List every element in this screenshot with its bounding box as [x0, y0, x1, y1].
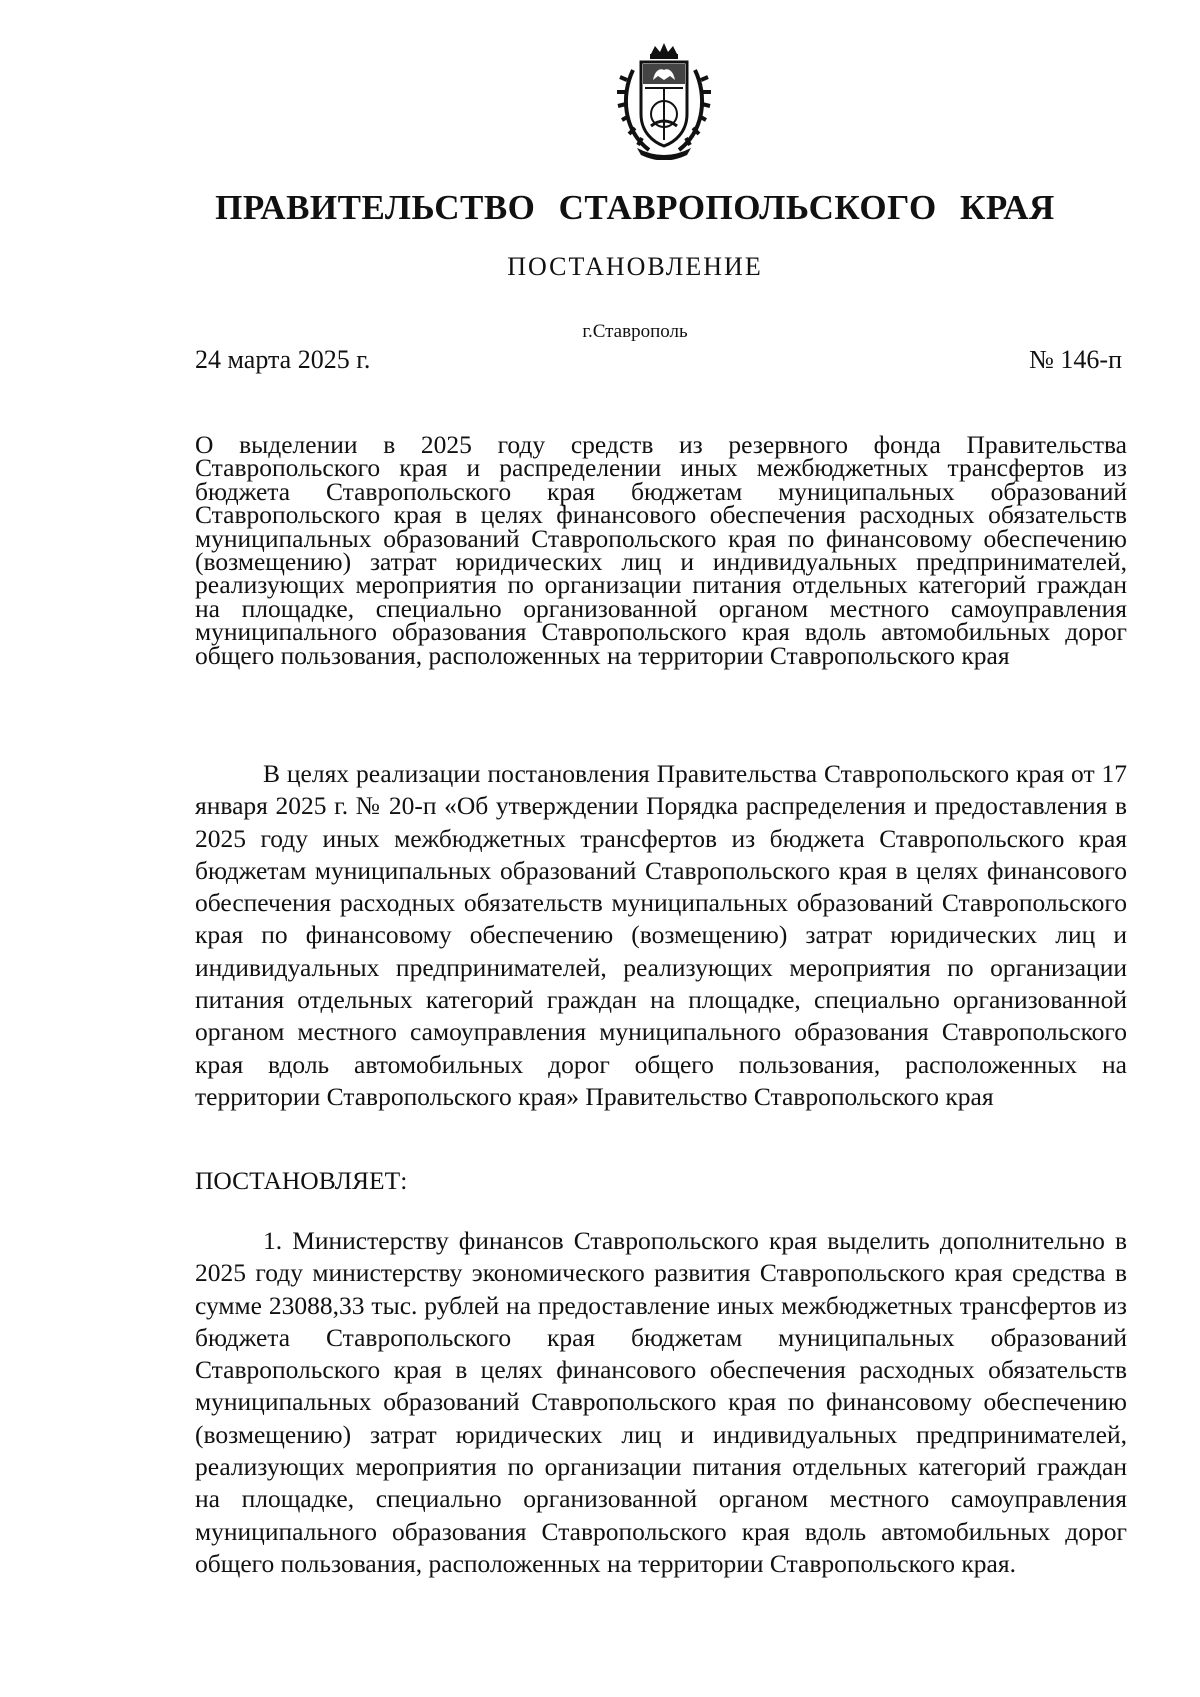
document-number: № 146-п	[1029, 345, 1122, 374]
city-of-issue: г.Ставрополь	[582, 321, 688, 342]
preamble-paragraph: В целях реализации постановления Правительства Ставропольского края от 17 января 2025 г. № 20-п «Об утверждении Порядка распределения и предоставления в 2025 году иных межбюджетных трансфертов из бюджета Ставропольского края бюджетам муниципальных образований Ставропольского края в целях финансового обеспечения расходных обязательств муниципальных образований Ставропольского края по финансовому обеспечению (возмещению) затрат юридических лиц и индивидуальных предпринимателей, реализующих мероприятия по организации питания отдельных категорий граждан на площадке, специально организованной органом местного самоуправления муниципального образования Ставропольского края вдоль автомобильных дорог общего пользования, расположенных на территории Ставропольского края» Правительство Ставропольского края	[195, 759, 1127, 1111]
document-kind: ПОСТАНОВЛЕНИЕ	[507, 252, 763, 281]
government-title: ПРАВИТЕЛЬСТВО СТАВРОПОЛЬСКОГО КРАЯ	[215, 188, 1055, 227]
document-subject: О выделении в 2025 году средств из резервного фонда Правительства Ставропольского края и распределении иных межбюджетных трансфертов из бюджета Ставропольского края бюджетам муниципальных образований Ставропольского края в целях финансового обеспечения расходных обязательств муниципальных образований Ставропольского края по финансовому обеспечению (возмещению) затрат юридических лиц и индивидуальных предпринимателей, реализующих мероприятия по организации питания отдельных категорий граждан на площадке, специально организованной органом местного самоуправления муниципального образования Ставропольского края вдоль автомобильных дорог общего пользования, расположенных на территории Ставропольского края	[195, 430, 1127, 670]
clause-1-paragraph: 1. Министерству финансов Ставропольского края выделить дополнительно в 2025 году министерству экономического развития Ставропольского края средства в сумме 23088,33 тыс. рублей на предоставление иных межбюджетных трансфертов из бюджета Ставропольского края бюджетам муниципальных образований Ставропольского края в целях финансового обеспечения расходных обязательств муниципальных образований Ставропольского края по финансовому обеспечению (возмещению) затрат юридических лиц и индивидуальных предпринимателей, реализующих мероприятия по организации питания отдельных категорий граждан на площадке, специально организованной органом местного самоуправления муниципального образования Ставропольского края вдоль автомобильных дорог общего пользования, расположенных на территории Ставропольского края.	[195, 1226, 1127, 1578]
coat-of-arms-icon	[615, 40, 713, 160]
decree-heading: ПОСТАНОВЛЯЕТ:	[195, 1166, 408, 1195]
document-date: 24 марта 2025 г.	[195, 345, 371, 374]
